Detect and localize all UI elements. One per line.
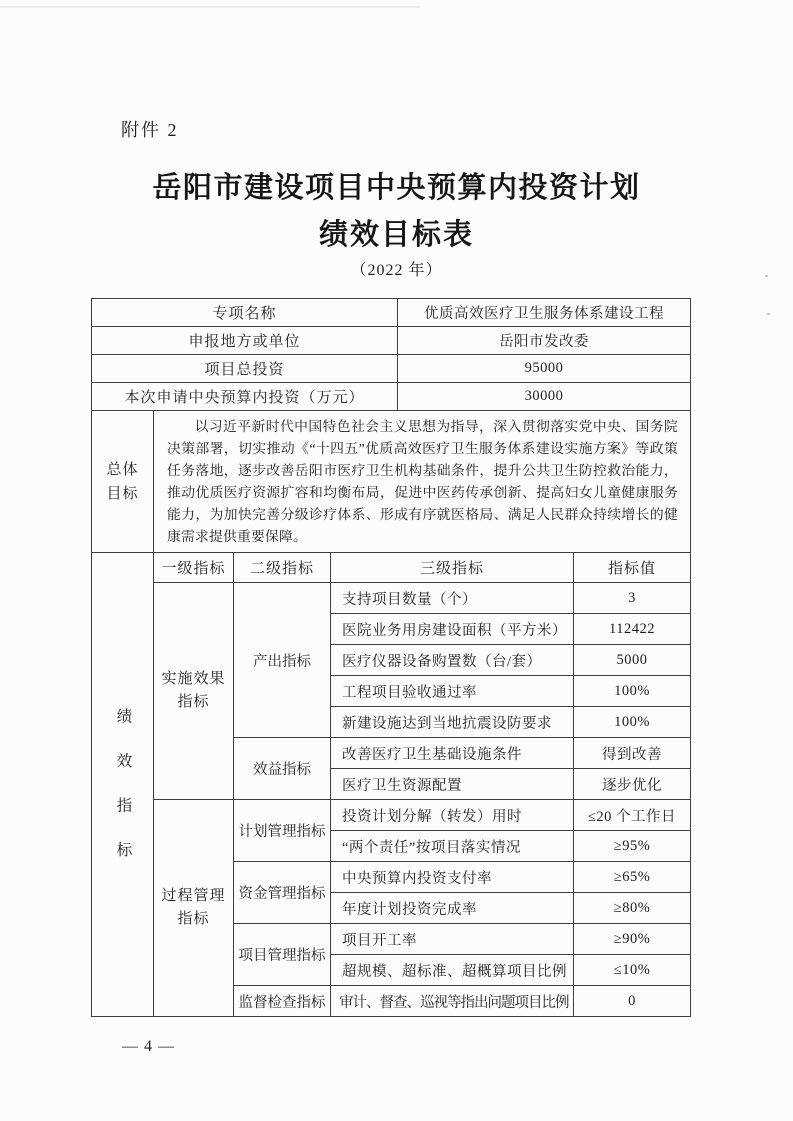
doc-title-line2: 绩效目标表 <box>318 219 474 251</box>
value-cell: ≥65% <box>574 862 691 893</box>
indicator-cell: 医疗仪器设备购置数（台/套） <box>331 645 574 676</box>
value-cell: ≥95% <box>574 831 691 862</box>
performance-side-label: 绩效指标 <box>92 553 154 1017</box>
info-label: 本次申请中央预算内投资（万元） <box>92 383 398 411</box>
doc-year-label: （2022 年） <box>350 262 443 279</box>
info-value: 30000 <box>398 383 691 411</box>
info-value: 岳阳市发改委 <box>398 327 691 355</box>
value-cell: ≥90% <box>574 924 691 955</box>
value-cell: 0 <box>574 986 691 1017</box>
header-level3: 三级指标 <box>331 553 574 583</box>
info-row <box>92 383 691 411</box>
indicator-cell: 支持项目数量（个） <box>331 583 574 614</box>
indicator-cell: 医疗卫生资源配置 <box>331 769 574 800</box>
indicator-cell: 超规模、超标准、超概算项目比例 <box>331 955 574 986</box>
value-cell: 112422 <box>574 614 691 645</box>
indicator-cell: 新建设施达到当地抗震设防要求 <box>331 707 574 738</box>
indicator-cell: 工程项目验收通过率 <box>331 676 574 707</box>
value-cell: 5000 <box>574 645 691 676</box>
level2-cell: 资金管理指标 <box>234 862 331 924</box>
indicator-header-row <box>92 553 691 583</box>
overall-goal-label: 总体目标 <box>92 411 154 553</box>
value-cell: ≤10% <box>574 955 691 986</box>
value-cell: ≥80% <box>574 893 691 924</box>
info-value: 95000 <box>398 355 691 383</box>
level2-cell: 监督检查指标 <box>234 986 331 1017</box>
indicator-cell: 中央预算内投资支付率 <box>331 862 574 893</box>
overall-goal-row <box>92 411 691 553</box>
table-row <box>92 800 691 831</box>
scan-artifact <box>0 6 420 8</box>
header-level1: 一级指标 <box>154 553 234 583</box>
value-cell: 100% <box>574 676 691 707</box>
value-cell: 3 <box>574 583 691 614</box>
header-level2: 二级指标 <box>234 553 331 583</box>
level2-cell: 计划管理指标 <box>234 800 331 862</box>
level2-cell: 产出指标 <box>234 583 331 738</box>
doc-title-line1: 岳阳市建设项目中央预算内投资计划 <box>152 172 641 204</box>
indicator-cell: 审计、督查、巡视等指出问题项目比例 <box>331 986 574 1017</box>
scan-speck <box>767 313 770 315</box>
info-row <box>92 327 691 355</box>
header-value: 指标值 <box>574 553 691 583</box>
level1-cell: 实施效果指标 <box>154 583 234 800</box>
indicator-cell: “两个责任”按项目落实情况 <box>331 831 574 862</box>
value-cell: 逐步优化 <box>574 769 691 800</box>
indicator-cell: 改善医疗卫生基础设施条件 <box>331 738 574 769</box>
table-row <box>92 583 691 614</box>
performance-target-table <box>91 298 691 1017</box>
indicator-cell: 年度计划投资完成率 <box>331 893 574 924</box>
level2-cell: 项目管理指标 <box>234 924 331 986</box>
level2-cell: 效益指标 <box>234 738 331 800</box>
indicator-cell: 投资计划分解（转发）用时 <box>331 800 574 831</box>
page-number: — 4 — <box>122 1038 175 1055</box>
overall-goal-text: 以习近平新时代中国特色社会主义思想为指导，深入贯彻落实党中央、国务院决策部署，切实推动《“十四五”优质高效医疗卫生服务体系建设实施方案》等政策任务落地，逐步改善岳阳市医疗卫生机构基础条件，提升公共卫生防控救治能力，推动优质医疗资源扩容和均衡布局，促进中医药传承创新、提高妇女儿童健康服务能力，为加快完善分级诊疗体系、形成有序就医格局、满足人民群众持续增长的健康需求提供重要保障。 <box>154 411 691 553</box>
info-row <box>92 299 691 327</box>
level1-cell: 过程管理指标 <box>154 800 234 1017</box>
attachment-label: 附件 2 <box>121 120 179 140</box>
value-cell: ≤20 个工作日 <box>574 800 691 831</box>
value-cell: 100% <box>574 707 691 738</box>
info-label: 专项名称 <box>92 299 398 327</box>
indicator-cell: 医院业务用房建设面积（平方米） <box>331 614 574 645</box>
info-value: 优质高效医疗卫生服务体系建设工程 <box>398 299 691 327</box>
value-cell: 得到改善 <box>574 738 691 769</box>
indicator-cell: 项目开工率 <box>331 924 574 955</box>
info-label: 项目总投资 <box>92 355 398 383</box>
info-label: 申报地方或单位 <box>92 327 398 355</box>
info-row <box>92 355 691 383</box>
